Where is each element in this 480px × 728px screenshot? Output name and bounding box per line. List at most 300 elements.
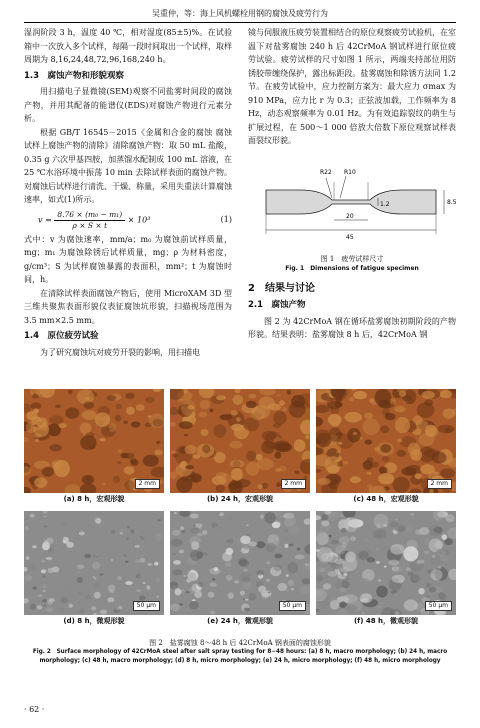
texture-blob (46, 557, 52, 560)
texture-blob (266, 579, 270, 582)
texture-blob (295, 555, 305, 560)
texture-blob (374, 447, 379, 452)
texture-blob (42, 574, 45, 578)
texture-blob (155, 533, 163, 541)
texture-blob (240, 590, 245, 595)
texture-blob (197, 533, 203, 536)
texture-blob (258, 586, 266, 593)
texture-blob (273, 411, 286, 425)
panel-label: (c) 48 h，宏观形貌 (353, 495, 419, 503)
dim-R10: R10 (344, 168, 356, 176)
figure-2-grid (24, 389, 456, 637)
texture-blob (434, 527, 443, 534)
texture-blob (248, 541, 257, 546)
texture-blob (288, 525, 300, 535)
texture-blob (173, 553, 176, 555)
texture-blob (215, 527, 223, 531)
texture-blob (209, 582, 216, 587)
texture-blob (172, 569, 183, 575)
texture-blob (199, 527, 202, 529)
texture-blob (145, 397, 155, 403)
texture-blob (107, 395, 117, 400)
texture-blob (258, 484, 263, 489)
texture-blob (379, 466, 388, 474)
figure-2-panel-c (316, 389, 456, 503)
equation-denominator: ρ × S × t (72, 220, 108, 230)
texture-blob (173, 560, 181, 565)
texture-blob (380, 426, 389, 434)
texture-blob (228, 482, 241, 489)
texture-blob (200, 400, 211, 410)
texture-blob (79, 609, 85, 614)
texture-blob (37, 605, 42, 609)
texture-blob (238, 558, 247, 566)
texture-blob (30, 514, 35, 518)
texture-blob (390, 544, 405, 555)
texture-blob (317, 478, 330, 485)
texture-blob (59, 423, 67, 428)
paragraph: 根据 GB/T 16545－2015《金属和合金的腐蚀 腐蚀试样上腐蚀产物的清除》清除腐蚀产物：取 50 mL 盐酸，0.35 g 六次甲基四胺，加蒸馏水配制成 100 mL 溶液，在 25 ℃水浴环境中振荡 10 min 去除试样表面的腐蚀产物。对腐蚀后试样进行清洗、干燥、称量，采用失重法计算腐蚀速率，如式(1)所示。 (24, 127, 232, 204)
texture-blob (291, 588, 294, 590)
texture-blob (349, 397, 354, 402)
texture-blob (94, 583, 99, 588)
texture-blob (382, 456, 390, 462)
texture-blob (33, 586, 37, 589)
texture-blob (41, 569, 47, 573)
texture-blob (170, 407, 178, 415)
paragraph: 为了研究腐蚀坑对疲劳开裂的影响，用扫描电 (40, 347, 200, 357)
texture-blob (77, 577, 83, 583)
texture-blob (85, 432, 94, 437)
texture-blob (181, 530, 185, 534)
texture-blob (43, 525, 47, 527)
texture-blob (108, 423, 116, 432)
texture-blob (179, 550, 185, 554)
texture-blob (49, 415, 64, 424)
paragraph: 在清除试样表面腐蚀产物后，使用 MicroXAM 3D 型三维共聚焦表面形貌仪表征腐蚀坑形貌，扫描视场范围为 3.5 mm×2.5 mm。 (24, 288, 232, 325)
texture-blob (438, 566, 441, 569)
texture-blob (397, 438, 403, 442)
texture-blob (353, 432, 357, 435)
texture-blob (126, 407, 135, 415)
texture-blob (140, 536, 144, 538)
texture-blob (330, 600, 340, 610)
texture-blob (424, 538, 430, 544)
left-column (24, 26, 232, 359)
texture-blob (436, 549, 449, 556)
texture-blob (214, 567, 218, 571)
texture-blob (443, 408, 456, 418)
texture-blob (244, 608, 250, 612)
texture-blob (26, 556, 30, 560)
texture-blob (111, 559, 113, 562)
texture-blob (404, 600, 418, 611)
texture-blob (172, 530, 181, 536)
texture-blob (374, 541, 388, 553)
scale-bar: 2 mm (281, 479, 306, 489)
texture-blob (261, 441, 275, 454)
texture-blob (331, 540, 339, 544)
texture-blob (170, 604, 180, 612)
texture-blob (242, 545, 248, 549)
texture-blob (249, 394, 257, 399)
scale-bar: 50 μm (133, 601, 160, 611)
texture-blob (280, 515, 282, 517)
texture-blob (329, 427, 342, 441)
texture-blob (396, 519, 398, 521)
texture-blob (363, 418, 380, 435)
texture-blob (330, 406, 340, 414)
texture-blob (110, 602, 118, 606)
texture-blob (194, 525, 196, 526)
texture-blob (338, 442, 343, 444)
texture-blob (256, 570, 264, 576)
texture-blob (331, 422, 340, 427)
texture-blob (231, 424, 243, 431)
texture-blob (26, 411, 37, 420)
texture-blob (401, 467, 416, 476)
dim-total-length: 45 (346, 233, 354, 241)
dim-gauge-length: 20 (346, 212, 354, 220)
sem-photo (316, 511, 456, 615)
texture-blob (249, 558, 251, 560)
texture-blob (341, 567, 350, 573)
texture-blob (170, 581, 178, 589)
texture-blob (154, 562, 159, 566)
texture-blob (294, 470, 299, 474)
texture-blob (94, 592, 101, 599)
texture-blob (126, 537, 128, 539)
equation-fraction (54, 210, 125, 231)
texture-blob (99, 438, 105, 441)
texture-blob (61, 597, 68, 604)
texture-blob (445, 514, 454, 522)
texture-blob (191, 527, 200, 534)
texture-blob (190, 514, 199, 519)
texture-blob (46, 607, 53, 612)
texture-blob (49, 444, 62, 451)
panel-label: (d) 8 h，微观形貌 (63, 617, 125, 625)
texture-blob (317, 547, 333, 563)
texture-blob (423, 551, 429, 554)
texture-blob (136, 589, 140, 592)
texture-blob (397, 450, 406, 457)
texture-blob (136, 574, 141, 579)
paragraph: 图 2 为 42CrMoA 钢在循环盐雾腐蚀初期阶段的产物形貌。结果表明：盐雾腐蚀 8 h 后，42CrMoA 钢 (248, 316, 456, 339)
texture-blob (156, 595, 158, 597)
texture-blob (274, 564, 282, 571)
texture-blob (288, 580, 294, 587)
equation-numerator: 8.76 × (m₀ − m₁) (54, 210, 125, 221)
texture-blob (100, 610, 107, 615)
right-column (248, 26, 456, 342)
texture-blob (111, 530, 116, 534)
texture-blob (353, 391, 367, 399)
texture-blob (115, 404, 122, 410)
texture-blob (385, 413, 390, 416)
texture-blob (37, 418, 48, 429)
texture-blob (107, 597, 114, 602)
texture-blob (68, 390, 73, 395)
texture-blob (415, 529, 424, 535)
texture-blob (282, 407, 287, 412)
corrosion-photo (316, 389, 456, 493)
texture-blob (399, 391, 406, 397)
texture-blob (264, 512, 275, 524)
texture-blob (42, 599, 47, 602)
texture-blob (198, 582, 204, 588)
texture-blob (123, 554, 127, 557)
equation-1 (24, 210, 232, 231)
texture-blob (191, 541, 199, 550)
texture-blob (127, 526, 130, 528)
texture-blob (440, 468, 455, 478)
texture-blob (246, 450, 256, 461)
texture-blob (246, 525, 248, 526)
texture-blob (186, 475, 196, 482)
texture-blob (305, 435, 309, 439)
texture-blob (337, 461, 343, 467)
texture-blob (216, 484, 225, 492)
section-heading: 2 结果与讨论 (248, 282, 315, 294)
paragraph: 湿润阶段 3 h，温度 40 ℃，相对湿度(85±5)%。在试验箱中一次放入多个试样，每隔一段时间取出一个试样，取样周期为 8,16,24,48,72,96,168,240 h。 (24, 28, 232, 64)
texture-blob (286, 574, 289, 577)
texture-blob (405, 525, 413, 534)
texture-blob (146, 585, 150, 590)
panel-label: (f) 48 h，微观形貌 (353, 617, 419, 625)
paragraph: 式中：v 为腐蚀速率，mm/a；m₀ 为腐蚀前试样质量，mg；m₁ 为腐蚀除锈后试样质量，mg；ρ 为材料密度，g/cm³；S 为试样腐蚀暴露的表面积，mm²；t 为腐蚀时间，h。 (24, 234, 232, 284)
texture-blob (172, 454, 178, 458)
texture-blob (42, 467, 54, 477)
texture-blob (243, 599, 245, 600)
sem-photo (170, 511, 310, 615)
texture-blob (344, 412, 362, 423)
texture-blob (125, 561, 128, 563)
texture-blob (393, 477, 410, 493)
texture-blob (262, 431, 276, 441)
texture-blob (408, 572, 414, 576)
texture-blob (188, 405, 195, 409)
texture-blob (239, 573, 251, 582)
texture-blob (53, 546, 59, 549)
texture-blob (226, 575, 233, 581)
texture-blob (229, 441, 242, 449)
texture-blob (350, 536, 356, 541)
texture-blob (147, 563, 152, 566)
texture-blob (272, 522, 281, 529)
texture-blob (198, 412, 207, 418)
texture-blob (249, 593, 256, 600)
texture-blob (442, 534, 447, 540)
texture-blob (86, 477, 91, 481)
texture-blob (41, 560, 45, 563)
texture-blob (43, 604, 46, 607)
texture-blob (174, 512, 177, 514)
texture-blob (158, 519, 162, 521)
texture-blob (426, 583, 430, 587)
texture-blob (124, 466, 135, 474)
texture-blob (378, 579, 381, 582)
texture-blob (373, 530, 386, 539)
texture-blob (123, 421, 127, 425)
texture-blob (398, 525, 406, 532)
texture-blob (55, 405, 61, 409)
scale-bar: 50 μm (279, 601, 306, 611)
scale-bar: 2 mm (135, 479, 160, 489)
texture-blob (367, 472, 372, 475)
texture-blob (208, 592, 214, 598)
texture-blob (130, 458, 137, 464)
texture-blob (193, 454, 201, 458)
texture-blob (37, 594, 42, 597)
texture-blob (136, 404, 145, 411)
texture-blob (42, 583, 47, 588)
texture-blob (289, 544, 294, 547)
texture-blob (277, 394, 281, 397)
texture-blob (394, 593, 398, 596)
figure-2-caption-cn: 图 2 盐雾腐蚀 8～48 h 后 42CrMoA 钢表面的腐蚀形貌 (149, 639, 331, 647)
texture-blob (343, 573, 347, 577)
texture-blob (228, 593, 234, 599)
texture-blob (252, 405, 270, 419)
section-heading: 2.1 腐蚀产物 (248, 300, 306, 310)
texture-blob (335, 545, 346, 554)
texture-blob (426, 595, 430, 598)
texture-blob (245, 599, 248, 601)
panel-label: (e) 24 h，微观形貌 (207, 617, 273, 625)
figure-2-panel-e (170, 511, 310, 625)
texture-blob (115, 415, 121, 422)
texture-blob (117, 461, 121, 464)
texture-blob (51, 459, 64, 468)
texture-blob (102, 483, 106, 486)
texture-blob (284, 544, 288, 548)
texture-blob (410, 449, 422, 461)
texture-blob (278, 583, 288, 591)
section-heading: 1.4 原位疲劳试验 (24, 331, 99, 341)
texture-blob (216, 395, 226, 400)
texture-blob (425, 425, 437, 437)
texture-blob (83, 402, 94, 409)
texture-blob (321, 520, 329, 526)
texture-blob (184, 434, 188, 436)
texture-blob (131, 529, 135, 533)
texture-blob (403, 546, 418, 561)
texture-blob (93, 576, 95, 577)
texture-blob (323, 583, 331, 589)
texture-blob (65, 585, 68, 588)
texture-blob (274, 554, 282, 559)
texture-blob (25, 517, 28, 520)
texture-blob (82, 410, 97, 420)
texture-blob (43, 590, 46, 592)
texture-blob (440, 390, 453, 398)
texture-blob (327, 571, 337, 577)
texture-blob (345, 604, 358, 611)
texture-blob (34, 477, 47, 488)
texture-blob (287, 390, 291, 395)
texture-blob (117, 576, 122, 580)
texture-blob (283, 513, 294, 519)
texture-blob (274, 441, 290, 452)
texture-blob (108, 584, 115, 591)
texture-blob (344, 589, 347, 591)
texture-blob (326, 605, 329, 607)
texture-blob (95, 412, 110, 427)
texture-blob (392, 530, 395, 533)
texture-blob (422, 391, 435, 399)
texture-blob (118, 449, 123, 453)
texture-blob (364, 413, 373, 419)
texture-blob (225, 563, 231, 567)
texture-blob (260, 514, 264, 518)
texture-blob (124, 480, 134, 490)
texture-blob (256, 541, 266, 548)
texture-blob (184, 575, 186, 576)
texture-blob (179, 603, 183, 605)
dim-R22: R22 (320, 168, 332, 176)
texture-blob (392, 575, 405, 583)
texture-blob (216, 472, 227, 478)
texture-blob (135, 559, 140, 563)
texture-blob (233, 538, 240, 544)
figure-2-panel-d (24, 511, 164, 625)
texture-blob (190, 550, 201, 561)
texture-blob (246, 401, 257, 408)
texture-blob (367, 457, 374, 463)
texture-blob (228, 516, 233, 521)
page-number: · 62 · (24, 705, 45, 714)
texture-blob (432, 452, 447, 464)
texture-blob (125, 393, 135, 399)
texture-blob (297, 548, 300, 551)
texture-blob (233, 395, 244, 405)
texture-blob (363, 539, 369, 543)
texture-blob (231, 410, 238, 415)
texture-blob (59, 608, 65, 612)
panel-label: (b) 24 h，宏观形貌 (206, 495, 273, 503)
sem-photo (24, 511, 164, 615)
texture-blob (154, 449, 163, 455)
texture-blob (44, 516, 47, 517)
texture-blob (319, 568, 325, 572)
texture-blob (49, 598, 55, 602)
texture-blob (236, 417, 241, 421)
texture-blob (294, 439, 306, 451)
texture-blob (360, 593, 373, 603)
texture-blob (77, 571, 80, 573)
running-header: 吴重仲，等：海上风机螺栓用钢的腐蚀及疲劳行为 (24, 8, 456, 23)
texture-blob (91, 606, 97, 610)
texture-blob (381, 444, 392, 453)
texture-blob (350, 476, 361, 483)
texture-blob (79, 532, 85, 536)
texture-blob (212, 578, 215, 580)
texture-blob (432, 555, 436, 559)
figure-1-caption-cn: 图 1 疲劳试样尺寸 (320, 254, 384, 263)
texture-blob (234, 580, 239, 583)
texture-blob (63, 537, 69, 544)
texture-blob (93, 561, 101, 569)
texture-blob (32, 545, 37, 548)
texture-blob (77, 591, 84, 595)
paragraph: 镜与伺服液压疲劳装置相结合的原位观察疲劳试验机，在室温下对盐雾腐蚀 240 h 后 42CrMoA 钢试样进行原位疲劳试验。疲劳试样的尺寸如图 1 所示，两端夹持部位用防锈胶带缠绕保护，露出标距段。盐雾腐蚀和除锈方法同 1.2 节。在疲劳试验中，应力控制方案为：最大应力 σmax 为 910 MPa，应力比 r 为 0.3；正弦波加载，工作频率为 8 Hz，动态观察频率为 0.01 Hz。为有效追踪裂纹的萌生与扩展过程，在 500～1 000 倍放大倍数下原位观察试样表面裂纹形貌。 (248, 28, 456, 145)
dim-thickness: 1.2 (380, 200, 390, 208)
section-heading: 1.3 腐蚀产物和形貌观察 (24, 70, 125, 81)
texture-blob (210, 611, 216, 614)
texture-blob (80, 435, 96, 450)
texture-blob (84, 554, 91, 558)
